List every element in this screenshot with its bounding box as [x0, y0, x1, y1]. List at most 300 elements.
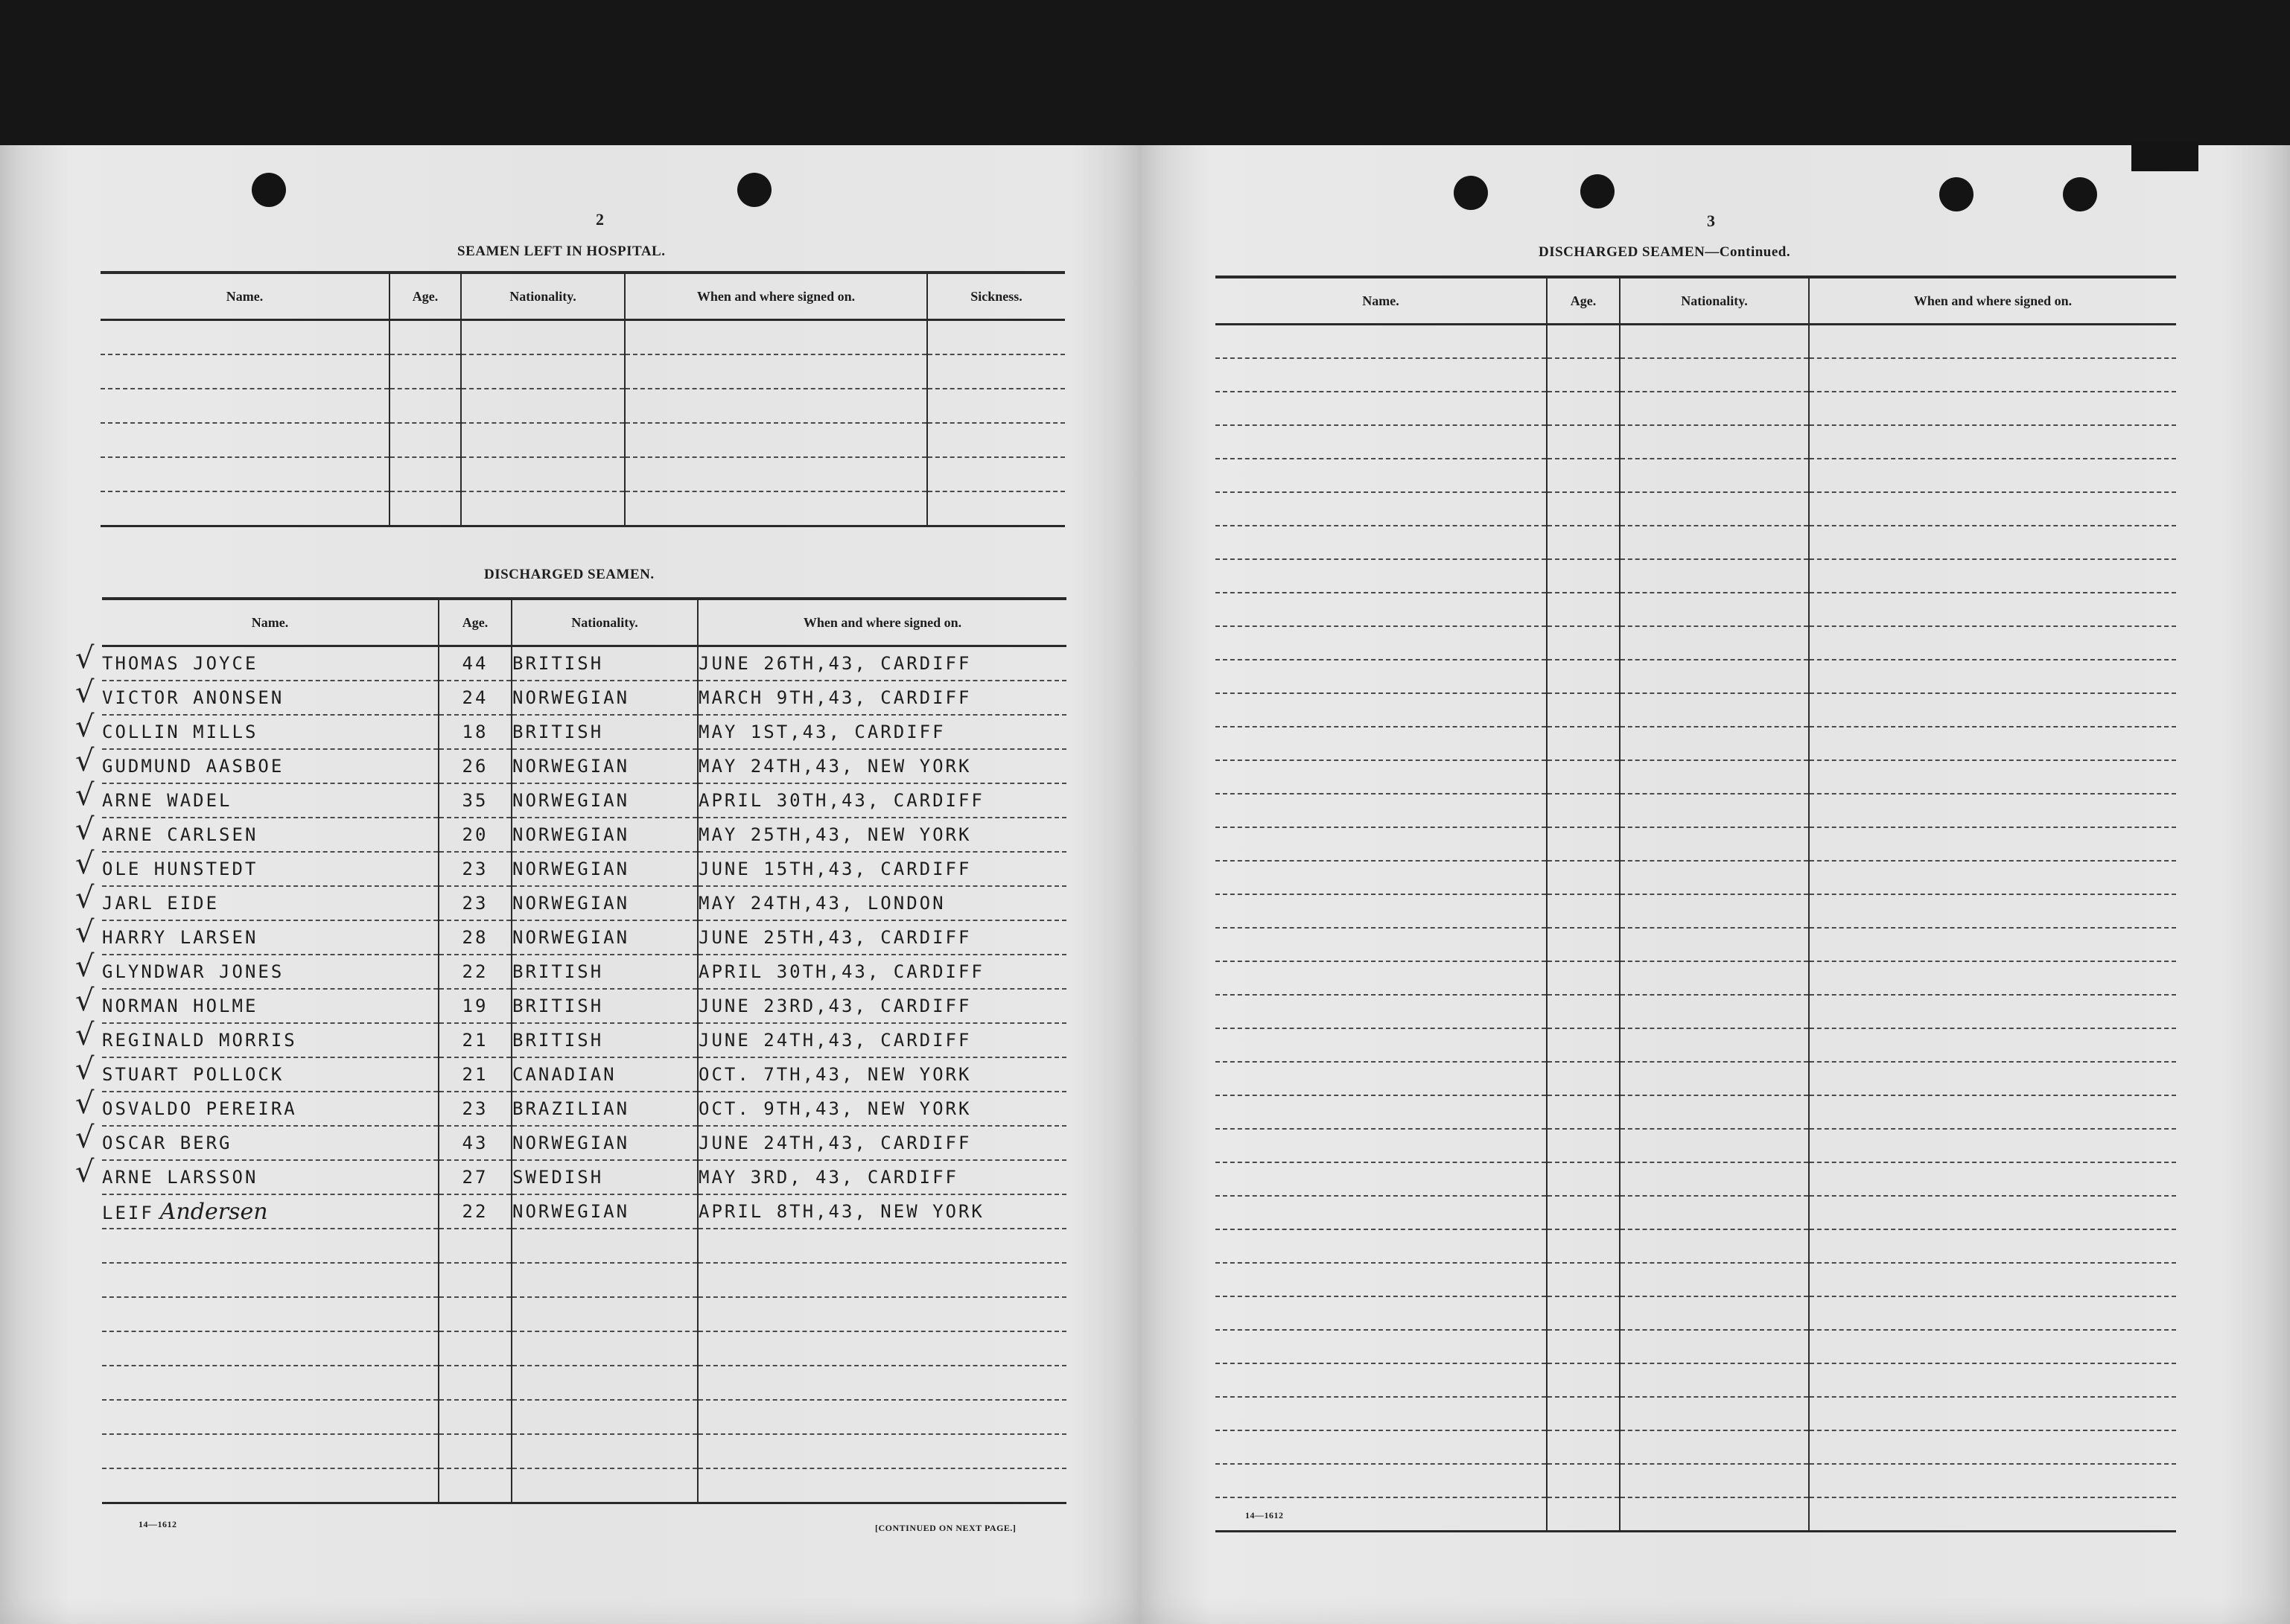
blank-cell: [1620, 1263, 1809, 1296]
blank-cell: [1547, 1062, 1620, 1095]
blank-cell: [1215, 459, 1547, 492]
blank-cell: [1809, 358, 2176, 392]
seaman-nationality: NORWEGIAN: [512, 852, 698, 886]
seaman-name-cell: [75, 881, 439, 920]
blank-cell: [512, 1297, 698, 1331]
seaman-name: GLYNDWAR JONES: [102, 961, 284, 982]
blank-cell: [1620, 1129, 1809, 1162]
blank-cell: [1620, 727, 1809, 760]
blank-row: [1215, 492, 2176, 526]
seaman-age: 35: [439, 783, 512, 818]
blank-cell: [461, 491, 625, 526]
blank-cell: [1620, 1430, 1809, 1464]
seaman-nationality: BRITISH: [512, 955, 698, 989]
blank-cell: [1547, 1229, 1620, 1263]
blank-cell: [1215, 1397, 1547, 1430]
blank-cell: [1547, 1397, 1620, 1430]
blank-row: [1215, 358, 2176, 392]
blank-row: [1215, 827, 2176, 861]
blank-cell: [461, 354, 625, 389]
seaman-name: ARNE WADEL: [102, 790, 232, 811]
blank-cell: [439, 1263, 512, 1297]
blank-row: [1215, 1497, 2176, 1532]
blank-cell: [1215, 727, 1547, 760]
blank-cell: [1620, 1497, 1809, 1532]
seaman-age: 27: [439, 1160, 512, 1194]
blank-cell: [1547, 459, 1620, 492]
blank-cell: [1620, 1196, 1809, 1229]
blank-cell: [1215, 1162, 1547, 1196]
blank-cell: [439, 1468, 512, 1503]
column-header-signed-on: When and where signed on.: [625, 273, 927, 320]
seaman-age: 23: [439, 1092, 512, 1126]
blank-cell: [1620, 1028, 1809, 1062]
hospital-row: [101, 491, 1065, 526]
blank-cell: [1215, 794, 1547, 827]
seaman-nationality: NORWEGIAN: [512, 783, 698, 818]
blank-cell: [1809, 827, 2176, 861]
seaman-name: GUDMUND AASBOE: [102, 756, 284, 777]
seaman-age: 22: [439, 1194, 512, 1229]
blank-cell: [512, 1263, 698, 1297]
seaman-name: NORMAN HOLME: [102, 996, 258, 1016]
checkmark-icon: √: [75, 1086, 97, 1121]
blank-cell: [1215, 1229, 1547, 1263]
seaman-signed-on: JUNE 15TH,43, CARDIFF: [698, 852, 1066, 886]
blank-cell: [1215, 928, 1547, 961]
hospital-row: [101, 320, 1065, 355]
blank-cell: [1215, 693, 1547, 727]
column-header-age: Age.: [1547, 277, 1620, 325]
scan-background-top: [1141, 0, 2290, 145]
discharged-table: [75, 597, 1066, 1504]
seaman-name-cell: [75, 1086, 439, 1126]
blank-cell: [1809, 995, 2176, 1028]
blank-cell: [1809, 1296, 2176, 1330]
blank-cell: [625, 320, 927, 355]
seaman-age: 20: [439, 818, 512, 852]
blank-cell: [1215, 325, 1547, 359]
column-header-age: Age.: [439, 599, 512, 646]
discharged-header-row: [102, 599, 1066, 646]
table-row: [102, 920, 1066, 955]
blank-cell: [461, 389, 625, 423]
form-code: 14—1612: [139, 1519, 177, 1529]
seaman-signed-on: JUNE 26TH,43, CARDIFF: [698, 646, 1066, 681]
seaman-nationality: BRITISH: [512, 989, 698, 1023]
seaman-signed-on: APRIL 30TH,43, CARDIFF: [698, 783, 1066, 818]
blank-cell: [461, 423, 625, 457]
seaman-age: 26: [439, 749, 512, 783]
blank-cell: [1215, 392, 1547, 425]
seaman-name-cell: [75, 744, 439, 783]
blank-row: [102, 1434, 1066, 1468]
form-code: 14—1612: [1245, 1510, 1284, 1520]
blank-row: [1215, 325, 2176, 359]
seaman-signed-on: APRIL 8TH,43, NEW YORK: [698, 1194, 1066, 1229]
blank-cell: [439, 1434, 512, 1468]
blank-row: [102, 1331, 1066, 1366]
blank-cell: [1215, 1363, 1547, 1397]
seaman-signed-on: JUNE 24TH,43, CARDIFF: [698, 1023, 1066, 1057]
seaman-nationality: SWEDISH: [512, 1160, 698, 1194]
seaman-signed-on: MARCH 9TH,43, CARDIFF: [698, 681, 1066, 715]
blank-cell: [1620, 1464, 1809, 1497]
column-header-sickness: Sickness.: [927, 273, 1065, 320]
table-row: [102, 989, 1066, 1023]
seaman-signed-on: MAY 3RD, 43, CARDIFF: [698, 1160, 1066, 1194]
blank-cell: [1215, 559, 1547, 593]
blank-cell: [1620, 492, 1809, 526]
blank-cell: [1547, 760, 1620, 794]
blank-cell: [1620, 626, 1809, 660]
blank-cell: [927, 491, 1065, 526]
blank-cell: [1620, 1330, 1809, 1363]
blank-cell: [1620, 1397, 1809, 1430]
seaman-name: JARL EIDE: [102, 893, 220, 914]
blank-row: [1215, 1062, 2176, 1095]
seaman-age: 23: [439, 852, 512, 886]
blank-cell: [1620, 760, 1809, 794]
blank-cell: [1620, 1062, 1809, 1095]
blank-row: [102, 1229, 1066, 1263]
page-number: 3: [1707, 211, 1715, 230]
blank-cell: [625, 354, 927, 389]
blank-cell: [1809, 1196, 2176, 1229]
seaman-age: 21: [439, 1057, 512, 1092]
blank-cell: [1215, 492, 1547, 526]
seaman-age: 43: [439, 1126, 512, 1160]
blank-row: [1215, 1229, 2176, 1263]
page-number: 2: [596, 210, 604, 229]
scan-background-top: [0, 0, 1141, 145]
blank-cell: [389, 320, 461, 355]
checkmark-icon: √: [75, 641, 97, 675]
table-row: [102, 818, 1066, 852]
blank-cell: [1547, 1196, 1620, 1229]
blank-cell: [698, 1468, 1066, 1503]
seaman-name: THOMAS JOYCE: [102, 653, 258, 674]
right-page: [1141, 0, 2290, 1624]
blank-row: [1215, 593, 2176, 626]
blank-cell: [1547, 861, 1620, 894]
blank-cell: [102, 1297, 439, 1331]
seaman-name: OSCAR BERG: [102, 1133, 232, 1153]
blank-cell: [512, 1434, 698, 1468]
seaman-age: 23: [439, 886, 512, 920]
blank-cell: [625, 389, 927, 423]
blank-cell: [1547, 392, 1620, 425]
blank-cell: [102, 1331, 439, 1366]
blank-row: [1215, 1095, 2176, 1129]
blank-cell: [1620, 425, 1809, 459]
seaman-age: 19: [439, 989, 512, 1023]
blank-cell: [512, 1366, 698, 1400]
column-header-nationality: Nationality.: [512, 599, 698, 646]
seaman-signed-on: JUNE 25TH,43, CARDIFF: [698, 920, 1066, 955]
blank-cell: [439, 1229, 512, 1263]
blank-cell: [389, 457, 461, 491]
checkmark-icon: √: [75, 812, 97, 847]
blank-cell: [101, 389, 389, 423]
seaman-name-cell: [75, 812, 439, 852]
seaman-nationality: BRAZILIAN: [512, 1092, 698, 1126]
blank-row: [1215, 693, 2176, 727]
blank-cell: [1547, 358, 1620, 392]
blank-cell: [102, 1434, 439, 1468]
blank-row: [1215, 526, 2176, 559]
column-header-nationality: Nationality.: [461, 273, 625, 320]
blank-cell: [1620, 559, 1809, 593]
seaman-signed-on: MAY 24TH,43, LONDON: [698, 886, 1066, 920]
seaman-name: HARRY LARSEN: [102, 927, 258, 948]
table-row: [102, 646, 1066, 681]
blank-row: [1215, 995, 2176, 1028]
seaman-name: ARNE CARLSEN: [102, 824, 258, 845]
blank-cell: [1809, 593, 2176, 626]
blank-cell: [1620, 660, 1809, 693]
seaman-name-cell: [75, 984, 439, 1023]
hospital-header-row: [101, 273, 1065, 320]
table-row: [102, 886, 1066, 920]
blank-cell: [1215, 1296, 1547, 1330]
seaman-name-cell: [75, 949, 439, 989]
blank-cell: [1215, 1062, 1547, 1095]
blank-row: [1215, 727, 2176, 760]
blank-row: [1215, 1430, 2176, 1464]
checkmark-icon: √: [75, 881, 97, 915]
blank-row: [1215, 794, 2176, 827]
blank-cell: [927, 423, 1065, 457]
checkmark-icon: √: [75, 1121, 97, 1155]
hospital-row: [101, 389, 1065, 423]
blank-cell: [102, 1229, 439, 1263]
blank-cell: [1215, 861, 1547, 894]
blank-cell: [1547, 827, 1620, 861]
seaman-name: VICTOR ANONSEN: [102, 687, 284, 708]
checkmark-icon: √: [75, 984, 97, 1018]
seaman-name: REGINALD MORRIS: [102, 1030, 297, 1051]
blank-cell: [1620, 1296, 1809, 1330]
seaman-signed-on: MAY 1ST,43, CARDIFF: [698, 715, 1066, 749]
seaman-name: STUART POLLOCK: [102, 1064, 284, 1085]
column-header-name: Name.: [226, 288, 264, 304]
blank-row: [1215, 961, 2176, 995]
blank-cell: [625, 423, 927, 457]
blank-cell: [1809, 459, 2176, 492]
checkmark-icon: √: [75, 744, 97, 778]
table-row: [102, 1126, 1066, 1160]
blank-cell: [439, 1297, 512, 1331]
blank-cell: [1215, 894, 1547, 928]
table-row: [102, 852, 1066, 886]
blank-cell: [698, 1434, 1066, 1468]
blank-cell: [1809, 1497, 2176, 1532]
seaman-name-cell: [75, 1052, 439, 1092]
blank-cell: [1547, 995, 1620, 1028]
blank-cell: [1547, 1330, 1620, 1363]
blank-row: [102, 1366, 1066, 1400]
blank-cell: [1809, 492, 2176, 526]
blank-cell: [1215, 526, 1547, 559]
seaman-nationality: NORWEGIAN: [512, 886, 698, 920]
blank-cell: [389, 491, 461, 526]
blank-cell: [1547, 593, 1620, 626]
blank-cell: [439, 1331, 512, 1366]
blank-cell: [1547, 1263, 1620, 1296]
blank-cell: [1547, 1296, 1620, 1330]
blank-cell: [698, 1263, 1066, 1297]
blank-cell: [1215, 1430, 1547, 1464]
blank-row: [1215, 1330, 2176, 1363]
blank-cell: [1809, 425, 2176, 459]
blank-row: [1215, 894, 2176, 928]
checkmark-icon: √: [75, 710, 97, 744]
blank-cell: [927, 354, 1065, 389]
blank-row: [1215, 1162, 2176, 1196]
blank-cell: [1215, 760, 1547, 794]
blank-cell: [1809, 626, 2176, 660]
blank-cell: [461, 457, 625, 491]
checkmark-icon: √: [75, 675, 97, 710]
blank-cell: [1809, 894, 2176, 928]
blank-cell: [1809, 861, 2176, 894]
blank-cell: [1809, 392, 2176, 425]
blank-cell: [1809, 760, 2176, 794]
table-row: [102, 1023, 1066, 1057]
blank-cell: [698, 1229, 1066, 1263]
punch-hole: [1939, 177, 1973, 211]
blank-cell: [1809, 1330, 2176, 1363]
blank-cell: [1547, 1129, 1620, 1162]
blank-cell: [625, 491, 927, 526]
table-row: [102, 1057, 1066, 1092]
seaman-age: 44: [439, 646, 512, 681]
blank-row: [1215, 1028, 2176, 1062]
blank-cell: [1215, 425, 1547, 459]
blank-cell: [1620, 358, 1809, 392]
blank-cell: [1809, 1129, 2176, 1162]
blank-row: [1215, 392, 2176, 425]
seaman-nationality: NORWEGIAN: [512, 749, 698, 783]
blank-cell: [1547, 1464, 1620, 1497]
seaman-nationality: NORWEGIAN: [512, 920, 698, 955]
blank-cell: [101, 354, 389, 389]
table-row: [102, 955, 1066, 989]
hospital-row: [101, 354, 1065, 389]
seaman-name-cell: [75, 1155, 439, 1194]
table-row: [102, 783, 1066, 818]
blank-cell: [512, 1229, 698, 1263]
seaman-nationality: BRITISH: [512, 715, 698, 749]
table-row: [102, 1160, 1066, 1194]
blank-cell: [1620, 894, 1809, 928]
table-row: [102, 749, 1066, 783]
seaman-age: 24: [439, 681, 512, 715]
seaman-age: 21: [439, 1023, 512, 1057]
blank-cell: [1620, 861, 1809, 894]
blank-cell: [1620, 526, 1809, 559]
blank-cell: [1547, 1162, 1620, 1196]
blank-cell: [1809, 1229, 2176, 1263]
hospital-table: [101, 271, 1065, 527]
blank-cell: [1809, 660, 2176, 693]
checkmark-icon: √: [75, 1155, 97, 1189]
checkmark-icon: √: [75, 949, 97, 984]
blank-cell: [1547, 727, 1620, 760]
blank-cell: [389, 389, 461, 423]
continued-header-row: [1215, 277, 2176, 325]
blank-cell: [927, 320, 1065, 355]
blank-cell: [389, 354, 461, 389]
left-page: [0, 0, 1141, 1624]
blank-cell: [1620, 1229, 1809, 1263]
seaman-nationality: NORWEGIAN: [512, 1194, 698, 1229]
blank-row: [1215, 626, 2176, 660]
column-header-name: Name.: [251, 614, 289, 630]
page-corner-tab: [2131, 141, 2198, 171]
blank-cell: [1215, 1330, 1547, 1363]
seaman-name-cell: [75, 847, 439, 886]
blank-cell: [1547, 559, 1620, 593]
seaman-name: LEIF: [102, 1202, 154, 1223]
blank-cell: [1809, 727, 2176, 760]
blank-cell: [698, 1366, 1066, 1400]
seaman-age: 22: [439, 955, 512, 989]
checkmark-icon: √: [75, 1018, 97, 1052]
seaman-age: 28: [439, 920, 512, 955]
blank-cell: [1547, 928, 1620, 961]
blank-row: [1215, 1397, 2176, 1430]
seaman-nationality: CANADIAN: [512, 1057, 698, 1092]
seaman-name-cell: [75, 1121, 439, 1160]
column-header-signed-on: When and where signed on.: [1809, 277, 2176, 325]
seaman-signed-on: APRIL 30TH,43, CARDIFF: [698, 955, 1066, 989]
blank-cell: [101, 423, 389, 457]
blank-cell: [439, 1366, 512, 1400]
blank-row: [1215, 928, 2176, 961]
blank-cell: [1809, 928, 2176, 961]
blank-row: [1215, 559, 2176, 593]
blank-cell: [1547, 660, 1620, 693]
blank-cell: [927, 389, 1065, 423]
hospital-row: [101, 457, 1065, 491]
blank-cell: [512, 1400, 698, 1434]
blank-cell: [1547, 492, 1620, 526]
blank-row: [102, 1400, 1066, 1434]
blank-cell: [1547, 1497, 1620, 1532]
blank-cell: [1620, 392, 1809, 425]
blank-cell: [1620, 459, 1809, 492]
seaman-nationality: BRITISH: [512, 646, 698, 681]
blank-row: [1215, 1129, 2176, 1162]
seaman-name-cell: [75, 915, 439, 955]
seaman-nationality: BRITISH: [512, 1023, 698, 1057]
discharged-section-title: DISCHARGED SEAMEN.: [484, 567, 655, 582]
blank-cell: [1547, 794, 1620, 827]
blank-cell: [1620, 995, 1809, 1028]
blank-cell: [1809, 1162, 2176, 1196]
blank-cell: [1809, 1363, 2176, 1397]
blank-cell: [1809, 1028, 2176, 1062]
table-row: [102, 715, 1066, 749]
seaman-name-cell: [75, 675, 439, 715]
blank-cell: [1547, 1430, 1620, 1464]
checkmark-icon: √: [75, 778, 97, 812]
blank-cell: [698, 1297, 1066, 1331]
continued-note: [CONTINUED ON NEXT PAGE.]: [875, 1523, 1017, 1533]
blank-cell: [1215, 1028, 1547, 1062]
